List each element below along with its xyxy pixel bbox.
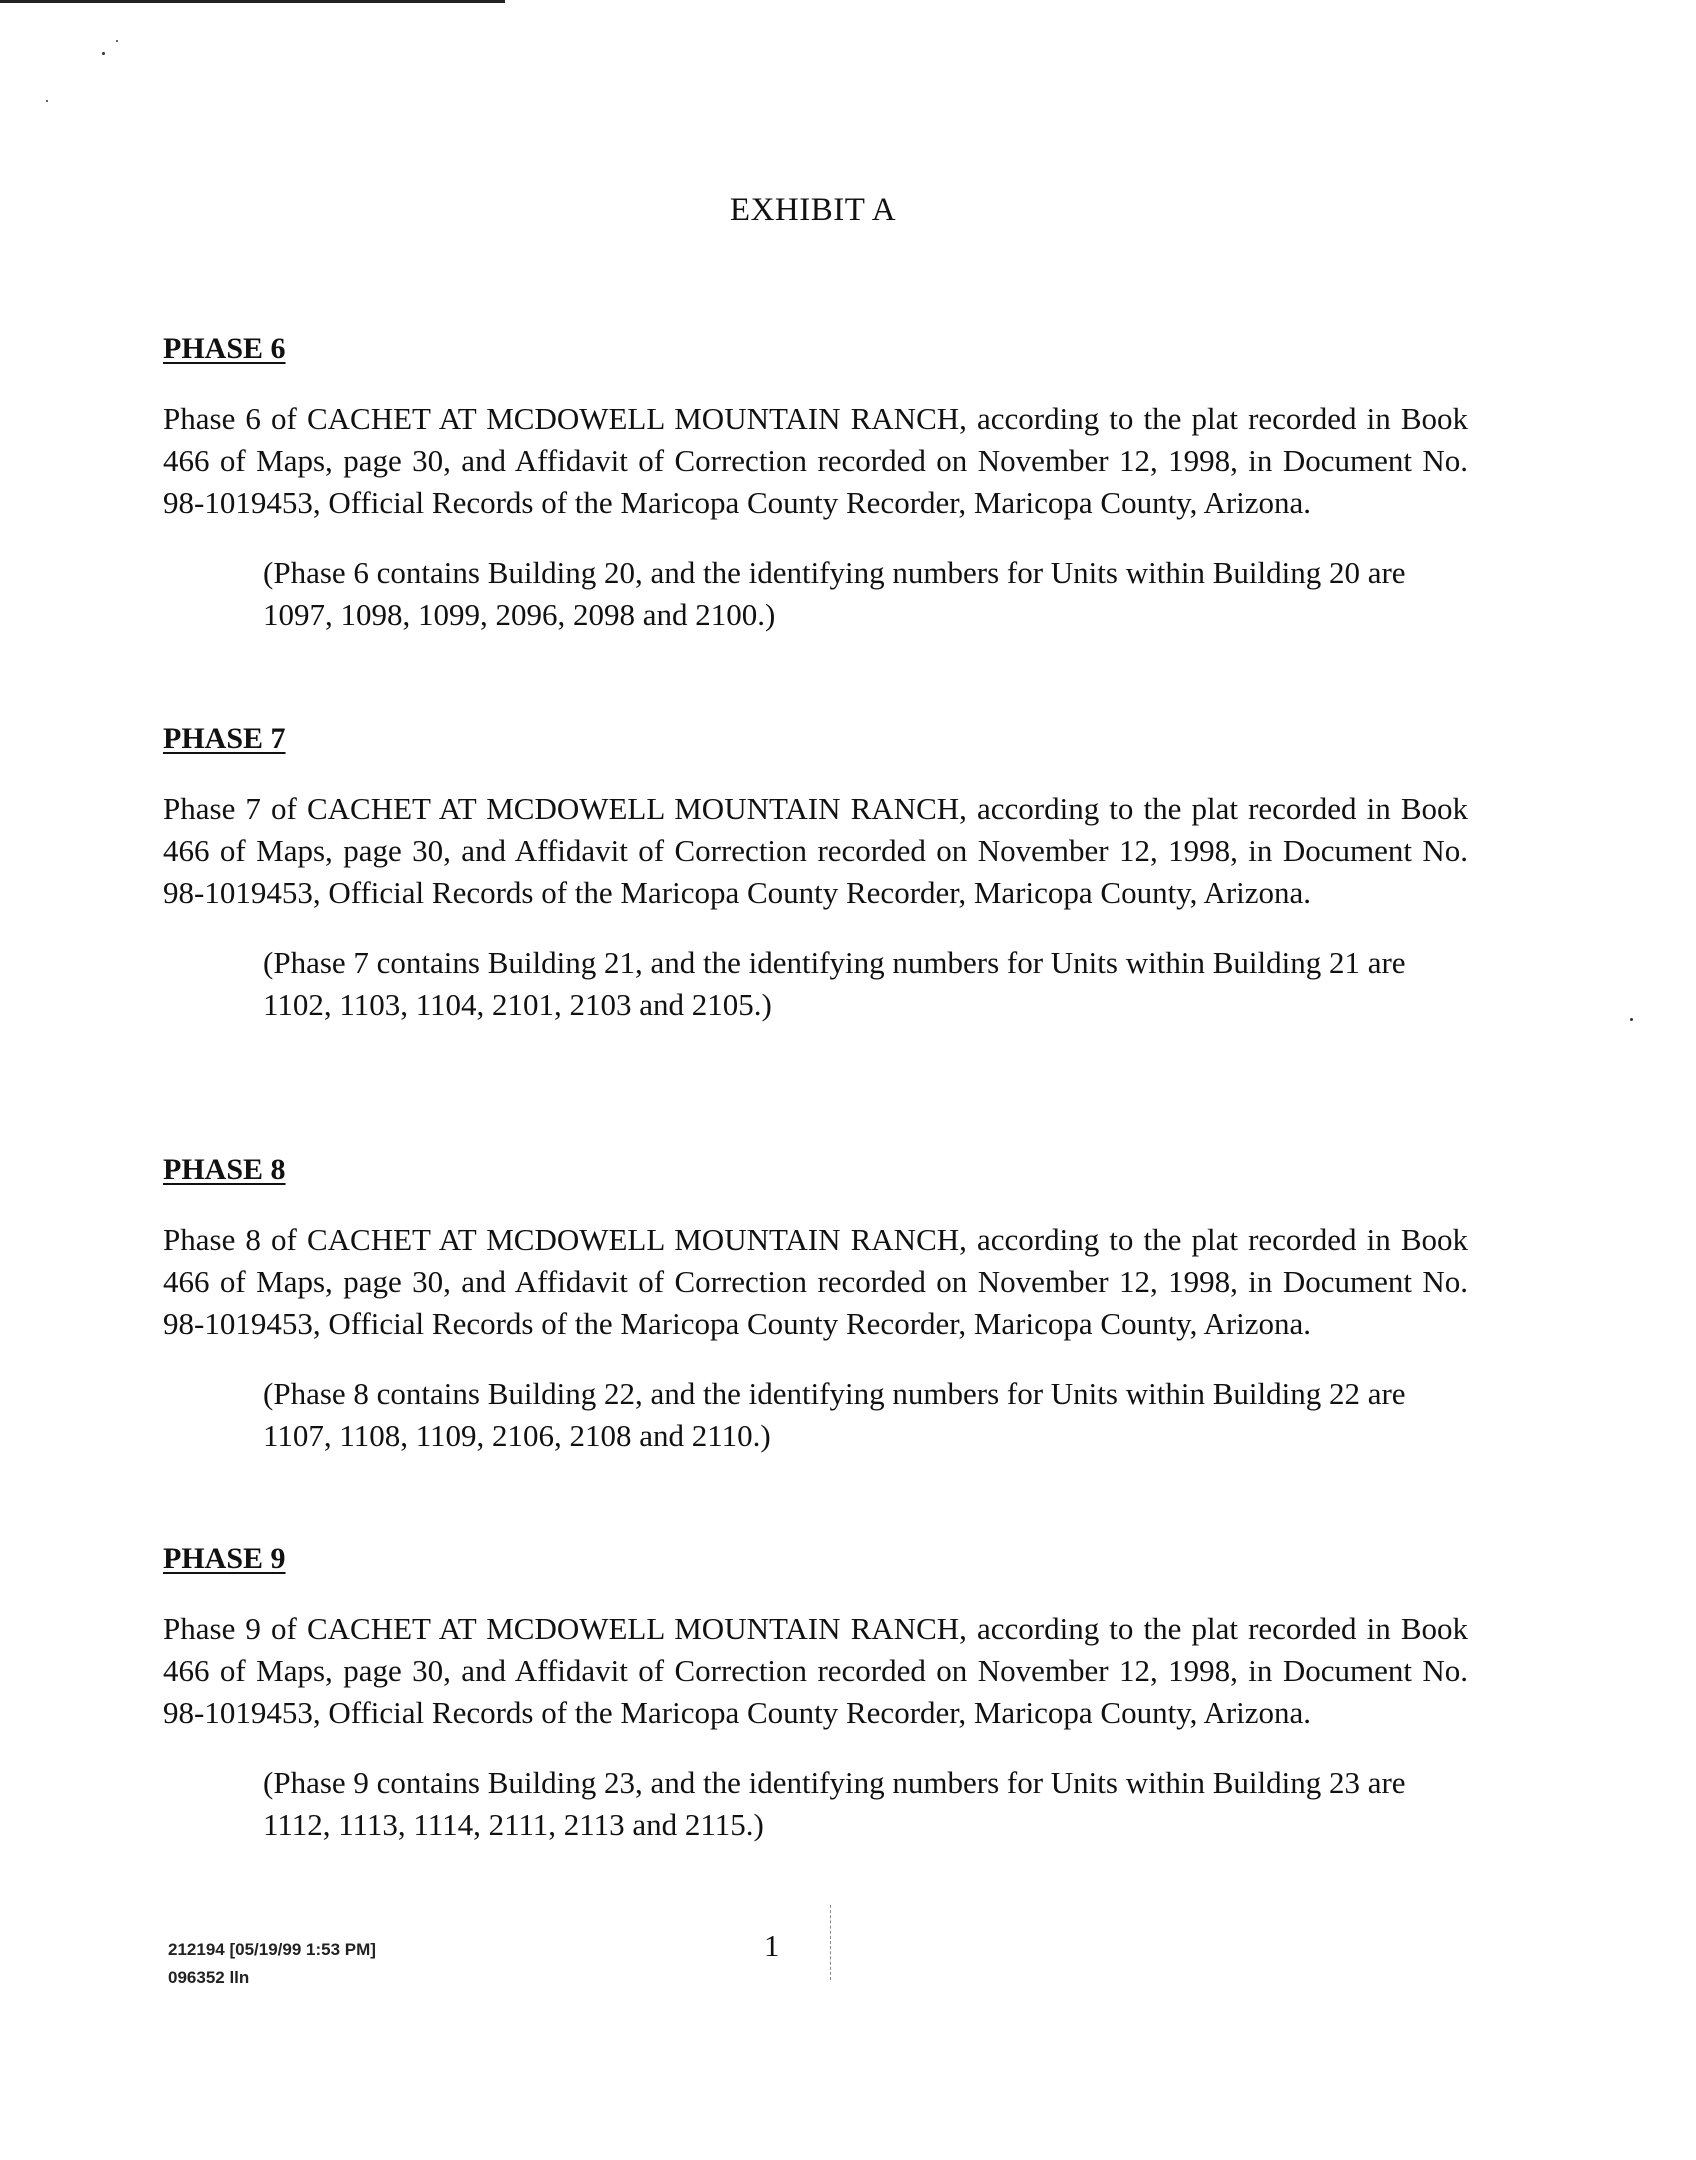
- section-body: Phase 9 of CACHET AT MCDOWELL MOUNTAIN RANCH, according to the plat recorded in Book 466 of Maps, page 30, and Affidavit of Correction recorded on November 12, 1998, in Document No. 98-1019453, Official Records of the Maricopa County Recorder, Maricopa County, Arizona.: [163, 1611, 1468, 1730]
- phase-section: [163, 722, 1468, 1026]
- phase-section: [163, 332, 1468, 636]
- scan-speck: [46, 100, 48, 102]
- page-number: 1: [764, 1928, 780, 1963]
- scan-speck: [116, 40, 118, 42]
- page-title: EXHIBIT A: [729, 192, 897, 228]
- section-note: (Phase 9 contains Building 23, and the identifying numbers for Units within Building 23 are 1112, 1113, 1114, 2111, 2113 and 2115.): [263, 1765, 1406, 1842]
- scan-speck: [102, 52, 105, 55]
- section-body: Phase 6 of CACHET AT MCDOWELL MOUNTAIN RANCH, according to the plat recorded in Book 466 of Maps, page 30, and Affidavit of Correction recorded on November 12, 1998, in Document No. 98-1019453, Official Records of the Maricopa County Recorder, Maricopa County, Arizona.: [163, 401, 1468, 520]
- section-heading: PHASE 6: [163, 332, 286, 365]
- section-note: (Phase 6 contains Building 20, and the identifying numbers for Units within Building 20 are 1097, 1098, 1099, 2096, 2098 and 2100.): [263, 555, 1406, 632]
- section-note: (Phase 7 contains Building 21, and the identifying numbers for Units within Building 21 are 1102, 1103, 1104, 2101, 2103 and 2105.): [263, 945, 1406, 1022]
- section-heading: PHASE 7: [163, 722, 286, 755]
- scan-mark: [830, 1905, 831, 1980]
- section-heading: PHASE 8: [163, 1153, 286, 1186]
- section-body: Phase 7 of CACHET AT MCDOWELL MOUNTAIN RANCH, according to the plat recorded in Book 466 of Maps, page 30, and Affidavit of Correction recorded on November 12, 1998, in Document No. 98-1019453, Official Records of the Maricopa County Recorder, Maricopa County, Arizona.: [163, 791, 1468, 910]
- section-body: Phase 8 of CACHET AT MCDOWELL MOUNTAIN RANCH, according to the plat recorded in Book 466 of Maps, page 30, and Affidavit of Correction recorded on November 12, 1998, in Document No. 98-1019453, Official Records of the Maricopa County Recorder, Maricopa County, Arizona.: [163, 1222, 1468, 1341]
- section-heading: PHASE 9: [163, 1542, 286, 1575]
- scan-border-line: [0, 0, 505, 3]
- section-note: (Phase 8 contains Building 22, and the identifying numbers for Units within Building 22 are 1107, 1108, 1109, 2106, 2108 and 2110.): [263, 1376, 1406, 1453]
- phase-section: [163, 1542, 1468, 1846]
- scan-speck: [1630, 1018, 1633, 1021]
- document-code: 212194 [05/19/99 1:53 PM]: [168, 1940, 376, 1959]
- phase-section: [163, 1153, 1468, 1457]
- document-code: 096352 lln: [168, 1968, 250, 1987]
